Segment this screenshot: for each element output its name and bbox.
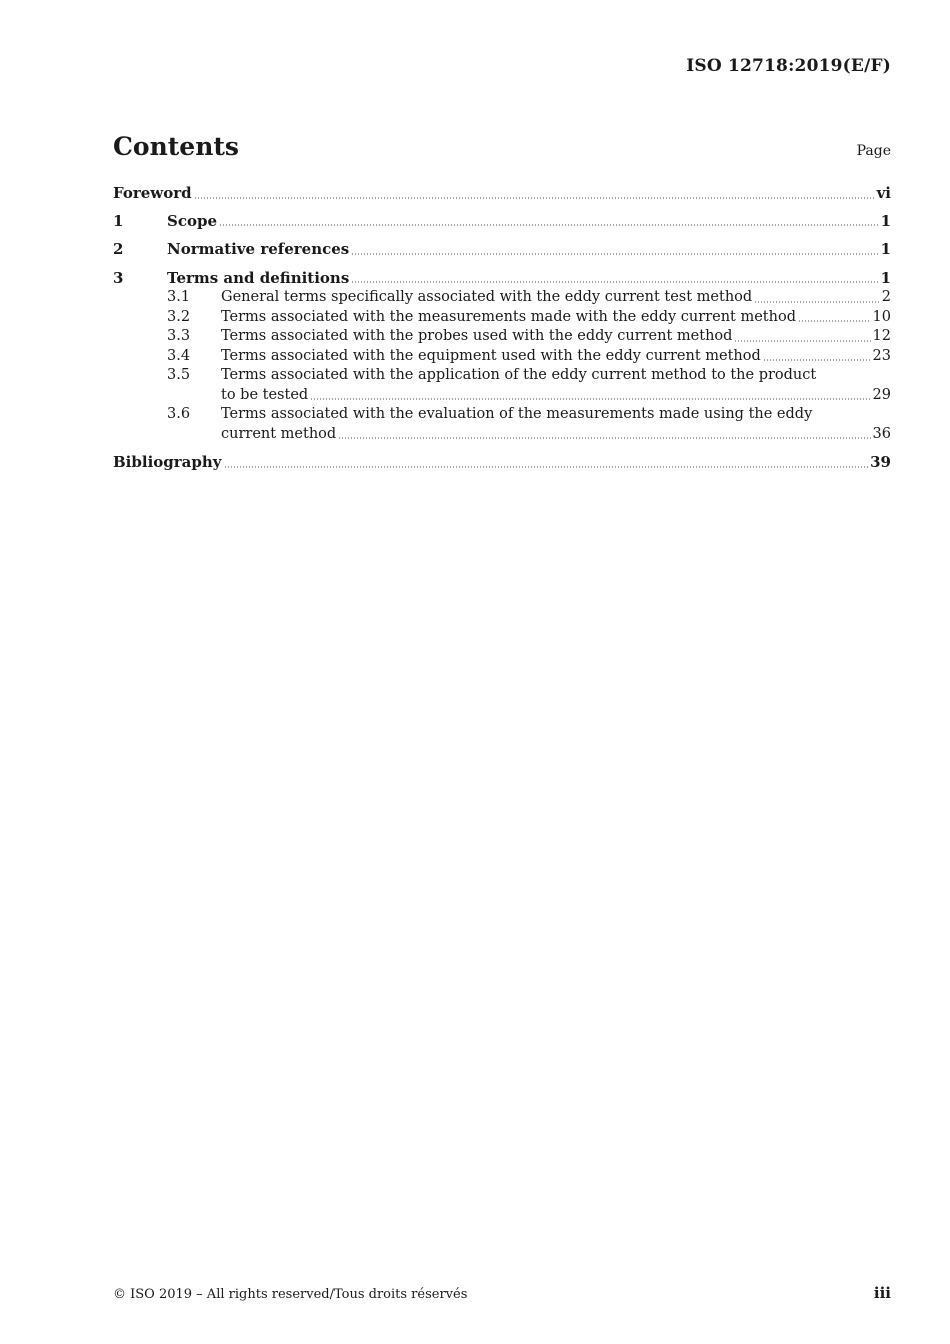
toc-entry-page: 1 [880, 211, 891, 230]
dot-leader [754, 300, 880, 304]
toc-subentry-page: 29 [872, 386, 891, 403]
toc-subentry-title: General terms specifically associated with the eddy current test method [221, 289, 753, 305]
dot-leader [734, 339, 870, 343]
toc-subentry-page: 10 [872, 308, 891, 325]
toc-subentry-title: Terms associated with the measurements made with the eddy current method [221, 308, 796, 325]
toc-subentry-number: 3.4 [167, 347, 191, 364]
dot-leader [338, 436, 870, 440]
toc-entry-title: Foreword [113, 184, 192, 202]
toc-entry-page: 1 [880, 268, 891, 287]
dot-leader [798, 319, 871, 323]
toc-subentry-page: 2 [881, 289, 891, 305]
toc-subentry-3-4[interactable] [113, 347, 891, 367]
toc-entry-normative-references[interactable] [113, 240, 891, 260]
toc-entry-number: 2 [113, 240, 124, 258]
toc-subentry-title: Terms associated with the probes used with the eddy current method [221, 328, 733, 344]
toc-entry-title: Scope [167, 211, 218, 230]
contents-header [113, 132, 891, 161]
toc-subentry-number: 3.3 [167, 328, 191, 344]
toc-entry-terms-and-definitions[interactable] [113, 269, 891, 289]
document-id: ISO 12718:2019(E/F) [686, 56, 891, 76]
toc-subentry-title-line: current method [221, 425, 337, 442]
dot-leader [224, 465, 869, 469]
contents-title: Contents [113, 132, 240, 161]
toc-entry-page: vi [876, 184, 891, 202]
toc-entry-number: 1 [113, 211, 124, 230]
toc-entry-page: 1 [880, 240, 891, 258]
dot-leader [219, 223, 879, 227]
toc-subentry-number: 3.1 [167, 289, 191, 305]
table-of-contents [113, 184, 891, 482]
toc-subentry-3-1[interactable] [113, 288, 891, 308]
dot-leader [351, 252, 878, 256]
toc-subentry-3-3[interactable] [113, 327, 891, 347]
toc-subentry-title-line: Terms associated with the application of the eddy current method to the product [221, 367, 817, 383]
toc-subentry-number: 3.2 [167, 308, 191, 325]
toc-entry-foreword[interactable] [113, 184, 891, 204]
toc-subentry-page: 36 [872, 425, 891, 442]
toc-subentry-title-line: to be tested [221, 386, 309, 403]
toc-entry-title: Normative references [167, 240, 350, 258]
toc-subentry-3-5[interactable] [113, 366, 891, 405]
page-column-label: Page [856, 143, 891, 159]
toc-subentry-number: 3.6 [167, 406, 191, 422]
toc-subentry-page: 12 [872, 328, 891, 344]
toc-entry-page: 39 [870, 453, 891, 471]
toc-subentry-number: 3.5 [167, 367, 191, 383]
dot-leader [763, 358, 871, 362]
copyright-notice: © ISO 2019 – All rights reserved/Tous droits réservés [113, 1287, 468, 1302]
toc-entry-bibliography[interactable] [113, 453, 891, 473]
toc-subentry-page: 23 [872, 347, 891, 364]
toc-subentry-3-2[interactable] [113, 308, 891, 328]
toc-entry-title: Bibliography [113, 453, 222, 471]
toc-subentry-title-line: Terms associated with the evaluation of the measurements made using the eddy [221, 406, 813, 422]
dot-leader [194, 196, 875, 200]
toc-entry-title: Terms and definitions [167, 268, 350, 287]
dot-leader [351, 280, 878, 284]
toc-entry-number: 3 [113, 268, 124, 287]
dot-leader [310, 397, 870, 401]
toc-subentry-3-6[interactable] [113, 405, 891, 444]
page-number: iii [873, 1284, 891, 1302]
toc-subentry-title: Terms associated with the equipment used with the eddy current method [221, 347, 761, 364]
page-footer [113, 1284, 891, 1302]
toc-entry-scope[interactable] [113, 212, 891, 232]
